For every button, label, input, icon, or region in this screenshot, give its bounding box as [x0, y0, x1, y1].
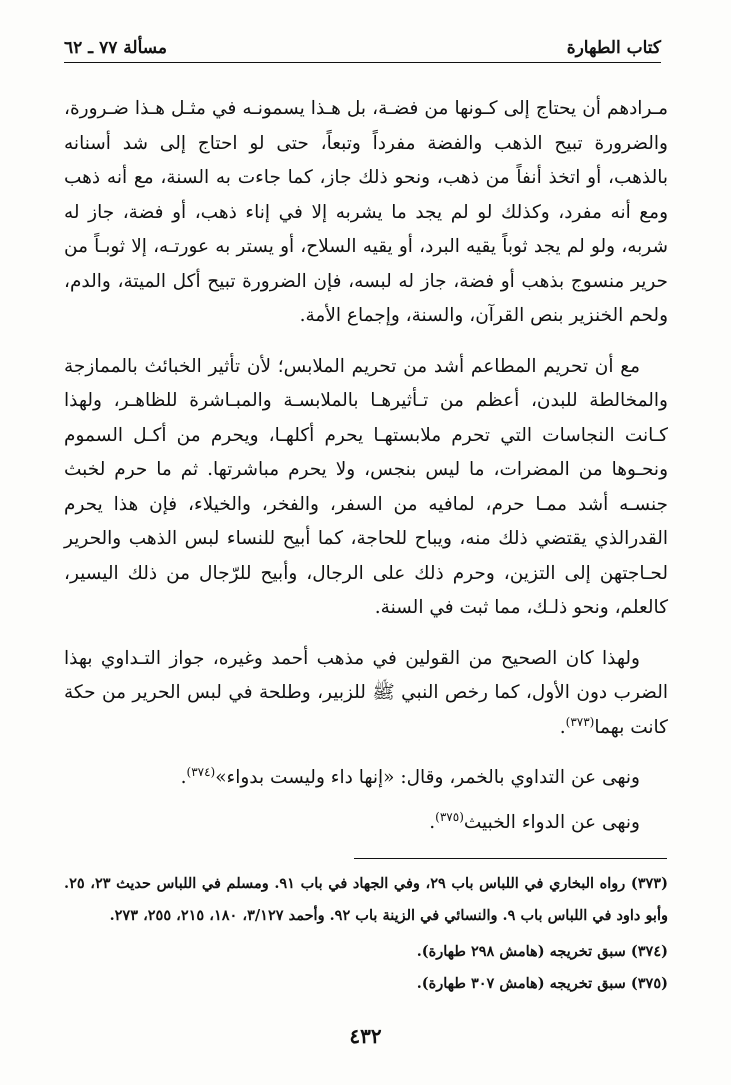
footnote-ref-374[interactable]: (٣٧٤)	[186, 764, 216, 779]
issue-number: مسألة ٧٧ ـ ٦٢	[64, 38, 168, 58]
main-text	[64, 92, 668, 856]
footnote-375: (٣٧٥) سبق تخريجه (هامش ٣٠٧ طهارة).	[416, 975, 668, 992]
paragraph-4-text: ونهى عن التداوي بالخمر، وقال: «إنها داء وليست بدواء»	[215, 767, 640, 788]
paragraph-1: مـرادهم أن يحتاج إلى كـونها من فضـة، بل هـذا يسمونـه في مثـل هـذا ضـرورة، والضرورة تبيح الذهب والفضة مفرداً وتبعاً، حتى لو احتاج إلى شد أسنانه بالذهب، أو اتخذ أنفاً من ذهب، ونحو ذلك جاز، كما جاءت به السنة، مع أنه ذهب ومع أنه مفرد، وكذلك لو لم يجد ما يشربه إلا في إناء ذهب، أو فضة، جاز له شربه، ولو لم يجد ثوباً يقيه البرد، أو يقيه السلاح، أو يستر به عورتـه، إلا ثوبـاً من حرير منسوج بذهب أو فضة، جاز له لبسه، فإن الضرورة تبيح أكل الميتة، والدم، ولحم الخنزير بنص القرآن، والسنة، وإجماع الأمة.	[64, 98, 668, 326]
paragraph-4	[64, 761, 668, 796]
footnote-ref-373[interactable]: (٣٧٣)	[565, 714, 595, 729]
chapter-title: كتاب الطهارة	[566, 38, 661, 58]
paragraph-5-end: .	[429, 811, 436, 833]
paragraph-2: مع أن تحريم المطاعم أشد من تحريم الملابس؛ لأن تأثير الخبائث بالممازجة والمخالطة للبدن، أعظم من تـأثيرهـا بالملابسـة والمبـاشرة للظاهـر، ولهذا كـانت النجاسات التي تحرم ملابستهـا يحرم أكلهـا، ويحرم من أكـل السموم ونحـوها من المضرات، ما ليس بنجس، ولا يحرم مباشرتها. ثم ما حرم لخبث جنسـه أشد ممـا حرم، لمافيه من السفر، والفخر، والخيلاء، فإن هذا يحرم القدرالذي يقتضي ذلك منه، ويباح للحاجة، كما أبيح للنساء لبس الذهب والحرير لحـاجتهن إلى التزين، وحرم ذلك على الرجال، وأبيح للرّجال من ذلك اليسير، كالعلم، ونحو ذلـك، مما ثبت في السنة.	[64, 355, 668, 618]
footnote-374: (٣٧٤) سبق تخريجه (هامش ٢٩٨ طهارة).	[416, 943, 668, 960]
page-number: ٤٣٢	[349, 1024, 382, 1048]
footnote-ref-375[interactable]: (٣٧٥)	[435, 809, 464, 824]
paragraph-3-end: .	[559, 716, 566, 738]
paragraph-5-text: ونهى عن الدواء الخبيث	[463, 811, 640, 833]
footnote-divider	[354, 858, 667, 859]
footnotes	[64, 868, 668, 1000]
footnote-373: (٣٧٣) رواه البخاري في اللباس باب ٢٩، وفي الجهاد في باب ٩١. ومسلم في اللباس حديث ٢٣، ٢٥. وأبو داود في اللباس باب ٩. والنسائي في الزينة باب ٩٢. وأحمد ٣/١٢٧، ١٨٠، ٢١٥، ٢٥٥، ٢٧٣.	[64, 875, 668, 924]
running-header	[64, 36, 661, 63]
paragraph-5	[64, 806, 668, 841]
paragraph-4-end: .	[180, 767, 187, 788]
paragraph-3	[64, 642, 668, 746]
paragraph-3-text: ولهذا كان الصحيح من القولين في مذهب أحمد وغيره، جواز التـداوي بهذا الضرب دون الأول، كما رخص النبي ﷺ للزبير، وطلحة في لبس الحرير من حكة كانت بهما	[64, 647, 668, 738]
